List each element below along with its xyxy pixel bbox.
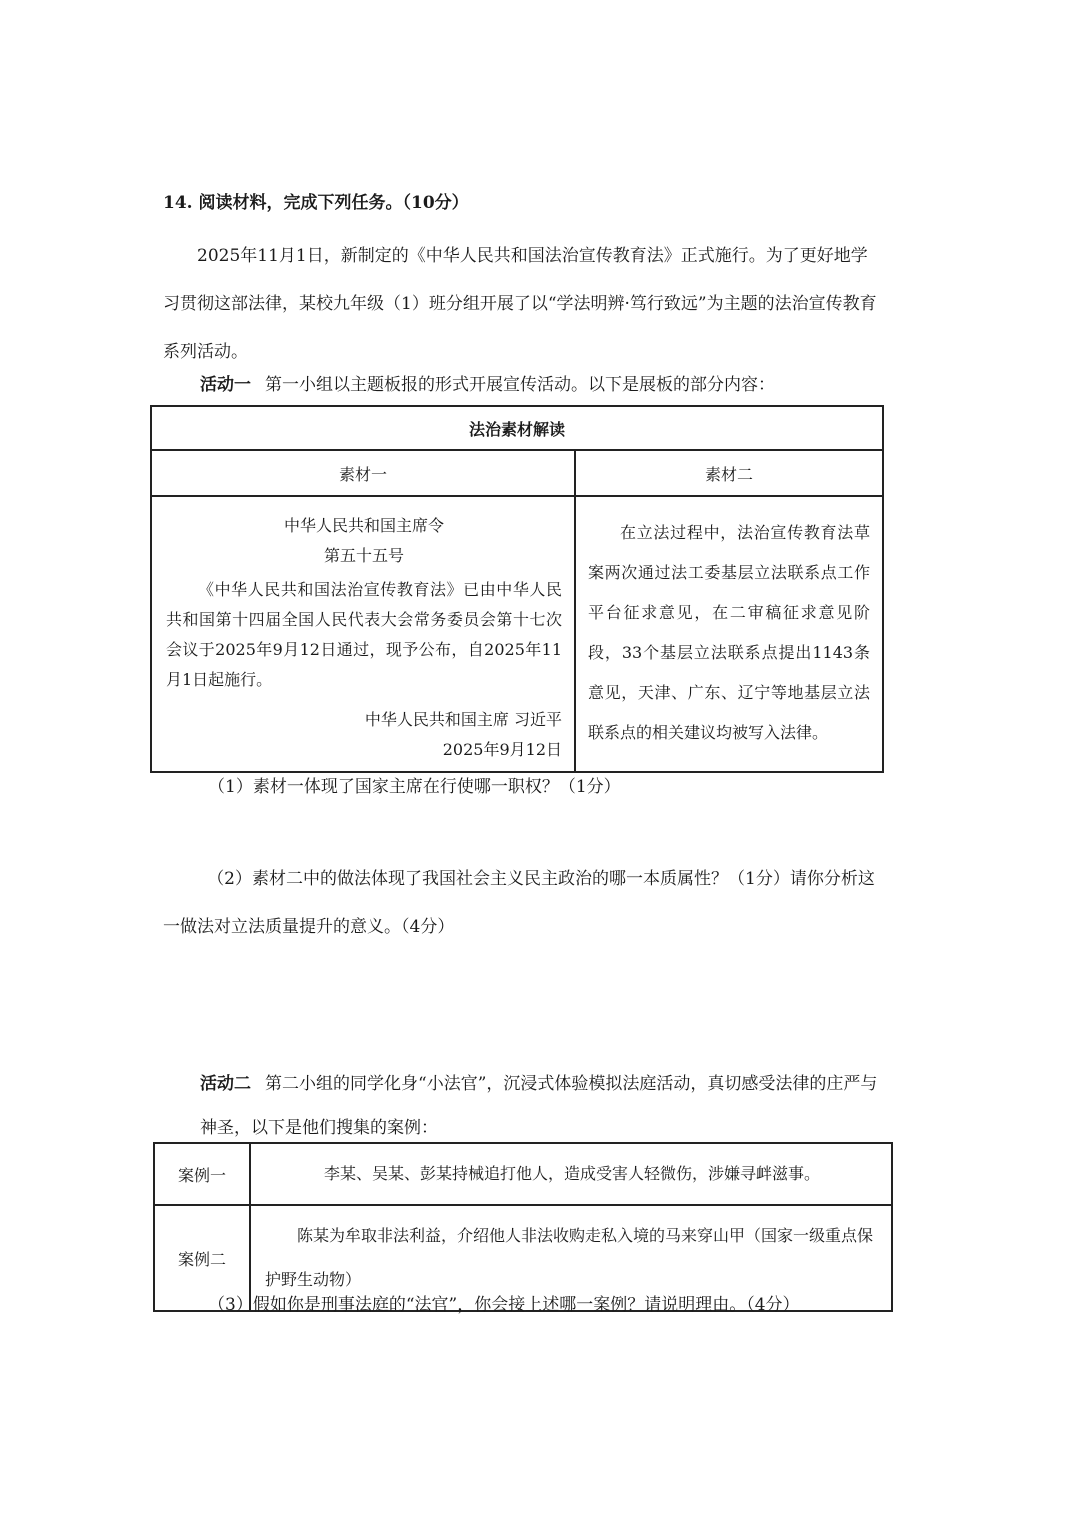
activity1-text: 第一小组以主题板报的形式开展宣传活动。以下是展板的部分内容： [265, 375, 775, 395]
material1-header: 素材一 [151, 450, 575, 496]
question-2: （2）素材二中的做法体现了我国社会主义民主政治的哪一本质属性？（1分）请你分析这一做法对立法质量提升的意义。（4分） [163, 869, 875, 937]
material1-cell [151, 496, 575, 772]
case-label: 案例二 [154, 1205, 250, 1311]
activity1-line [200, 370, 775, 395]
material2-header: 素材二 [575, 450, 883, 496]
activity2-line [200, 1062, 888, 1150]
decree-signer: 中华人民共和国主席 习近平 [364, 710, 562, 729]
case-row [154, 1143, 892, 1205]
case-text: 陈某为牟取非法利益，介绍他人非法收购走私入境的马来穿山甲（国家一级重点保护野生动物） [250, 1205, 892, 1311]
question-3: （3）假如你是刑事法庭的“法官”，你会接上述哪一案例？请说明理由。（4分） [208, 1295, 800, 1315]
decree-body: 《中华人民共和国法治宣传教育法》已由中华人民共和国第十四届全国人民代表大会常务委员会第十七次会议于2025年9月12日通过，现予公布，自2025年11月1日起施行。 [166, 580, 562, 689]
materials-table [150, 405, 884, 773]
case-label: 案例一 [154, 1143, 250, 1205]
decree-title: 中华人民共和国主席令 [283, 516, 444, 535]
activity2-text: 第二小组的同学化身“小法官”，沉浸式体验模拟法庭活动，真切感受法律的庄严与神圣，以下是他们搜集的案例： [200, 1074, 878, 1138]
activity2-label: 活动二 [200, 1074, 251, 1094]
cases-table [153, 1142, 893, 1312]
material2-cell [575, 496, 883, 772]
decree-date: 2025年9月12日 [442, 740, 562, 759]
material2-body: 在立法过程中，法治宣传教育法草案两次通过法工委基层立法联系点工作平台征求意见，在二审稿征求意见阶段，33个基层立法联系点提出1143条意见，天津、广东、辽宁等地基层立法联系点的相关建议均被写入法律。 [588, 523, 870, 742]
question-title: 14. 阅读材料，完成下列任务。（10分） [163, 193, 469, 213]
question-1: （1）素材一体现了国家主席在行使哪一职权？（1分） [208, 777, 621, 797]
decree-number: 第五十五号 [323, 546, 404, 565]
materials-table-caption: 法治素材解读 [151, 406, 883, 450]
case-text: 李某、吴某、彭某持械追打他人，造成受害人轻微伤，涉嫌寻衅滋事。 [250, 1143, 892, 1205]
activity1-label: 活动一 [200, 375, 251, 395]
question-intro: 2025年11月1日，新制定的《中华人民共和国法治宣传教育法》正式施行。为了更好地学习贯彻这部法律，某校九年级（1）班分组开展了以“学法明辨·笃行致远”为主题的法治宣传教育系列活动。 [163, 246, 877, 362]
